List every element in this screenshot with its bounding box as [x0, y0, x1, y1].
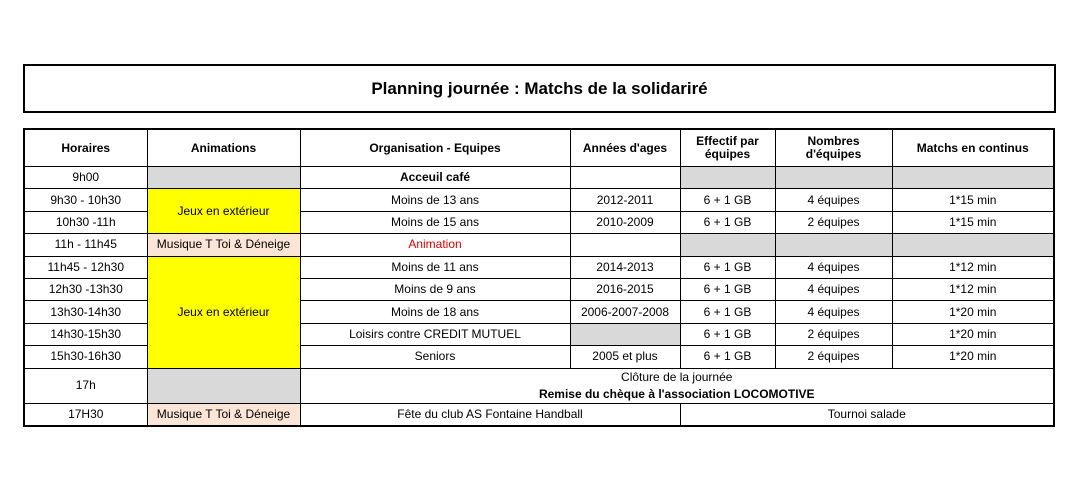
time-cell: 11h45 - 12h30: [24, 256, 147, 278]
header-nombres: Nombres d'équipes: [775, 129, 892, 167]
empty-cell: [775, 167, 892, 189]
effectif-cell: 6 + 1 GB: [680, 278, 775, 300]
time-cell: 9h30 - 10h30: [24, 189, 147, 211]
animation-cell: Jeux en extérieur: [147, 189, 300, 234]
table-row: [24, 234, 1054, 256]
table-row: [24, 189, 1054, 211]
time-cell: 11h - 11h45: [24, 234, 147, 256]
empty-cell: [570, 323, 680, 345]
teams-cell: 4 équipes: [775, 256, 892, 278]
time-cell: 13h30-14h30: [24, 301, 147, 323]
header-horaires: Horaires: [24, 129, 147, 167]
empty-cell: [892, 234, 1054, 256]
empty-cell: [570, 234, 680, 256]
teams-cell: 4 équipes: [775, 278, 892, 300]
match-cell: 1*20 min: [892, 346, 1054, 368]
empty-cell: [147, 368, 300, 403]
teams-cell: 4 équipes: [775, 301, 892, 323]
org-cell: Moins de 18 ans: [300, 301, 570, 323]
header-animations: Animations: [147, 129, 300, 167]
org-cell: Acceuil café: [300, 167, 570, 189]
header-matchs: Matchs en continus: [892, 129, 1054, 167]
teams-cell: 2 équipes: [775, 211, 892, 233]
match-cell: 1*20 min: [892, 301, 1054, 323]
match-cell: 1*12 min: [892, 278, 1054, 300]
header-row: [24, 129, 1054, 167]
org-cell: Moins de 11 ans: [300, 256, 570, 278]
teams-cell: 4 équipes: [775, 189, 892, 211]
years-cell: 2014-2013: [570, 256, 680, 278]
org-cell: Moins de 13 ans: [300, 189, 570, 211]
animation-cell: Jeux en extérieur: [147, 256, 300, 368]
empty-cell: [147, 167, 300, 189]
org-cell: Animation: [300, 234, 570, 256]
table-row: [24, 167, 1054, 189]
planning-table: [23, 128, 1055, 427]
table-row: [24, 403, 1054, 426]
empty-cell: [775, 234, 892, 256]
match-cell: 1*15 min: [892, 211, 1054, 233]
time-cell: 17h: [24, 368, 147, 403]
header-annees: Années d'ages: [570, 129, 680, 167]
table-row: [24, 256, 1054, 278]
table-row: [24, 368, 1054, 403]
org-cell: Seniors: [300, 346, 570, 368]
years-cell: 2012-2011: [570, 189, 680, 211]
teams-cell: 2 équipes: [775, 346, 892, 368]
org-cell: Moins de 15 ans: [300, 211, 570, 233]
time-cell: 15h30-16h30: [24, 346, 147, 368]
time-cell: 14h30-15h30: [24, 323, 147, 345]
empty-cell: [892, 167, 1054, 189]
match-cell: 1*20 min: [892, 323, 1054, 345]
teams-cell: 2 équipes: [775, 323, 892, 345]
years-cell: 2005 et plus: [570, 346, 680, 368]
page-title: Planning journée : Matchs de la solidariré: [23, 64, 1056, 113]
org-cell: Loisirs contre CREDIT MUTUEL: [300, 323, 570, 345]
header-effectif: Effectif par équipes: [680, 129, 775, 167]
empty-cell: [680, 234, 775, 256]
tournament-cell: Tournoi salade: [680, 403, 1054, 426]
closing-line: Clôture de la journée: [621, 369, 733, 384]
effectif-cell: 6 + 1 GB: [680, 256, 775, 278]
header-organisation: Organisation - Equipes: [300, 129, 570, 167]
empty-cell: [570, 167, 680, 189]
effectif-cell: 6 + 1 GB: [680, 189, 775, 211]
years-cell: 2010-2009: [570, 211, 680, 233]
match-cell: 1*15 min: [892, 189, 1054, 211]
closing-cell: [300, 368, 1054, 403]
org-cell: Moins de 9 ans: [300, 278, 570, 300]
time-cell: 17H30: [24, 403, 147, 426]
animation-cell: Musique T Toi & Déneige: [147, 234, 300, 256]
cheque-line: Remise du chèque à l'association LOCOMOTIVE: [538, 386, 815, 401]
years-cell: 2016-2015: [570, 278, 680, 300]
time-cell: 12h30 -13h30: [24, 278, 147, 300]
years-cell: 2006-2007-2008: [570, 301, 680, 323]
effectif-cell: 6 + 1 GB: [680, 211, 775, 233]
animation-cell: Musique T Toi & Déneige: [147, 403, 300, 426]
match-cell: 1*12 min: [892, 256, 1054, 278]
effectif-cell: 6 + 1 GB: [680, 301, 775, 323]
time-cell: 10h30 -11h: [24, 211, 147, 233]
effectif-cell: 6 + 1 GB: [680, 323, 775, 345]
time-cell: 9h00: [24, 167, 147, 189]
club-party-cell: Fête du club AS Fontaine Handball: [300, 403, 680, 426]
empty-cell: [680, 167, 775, 189]
effectif-cell: 6 + 1 GB: [680, 346, 775, 368]
